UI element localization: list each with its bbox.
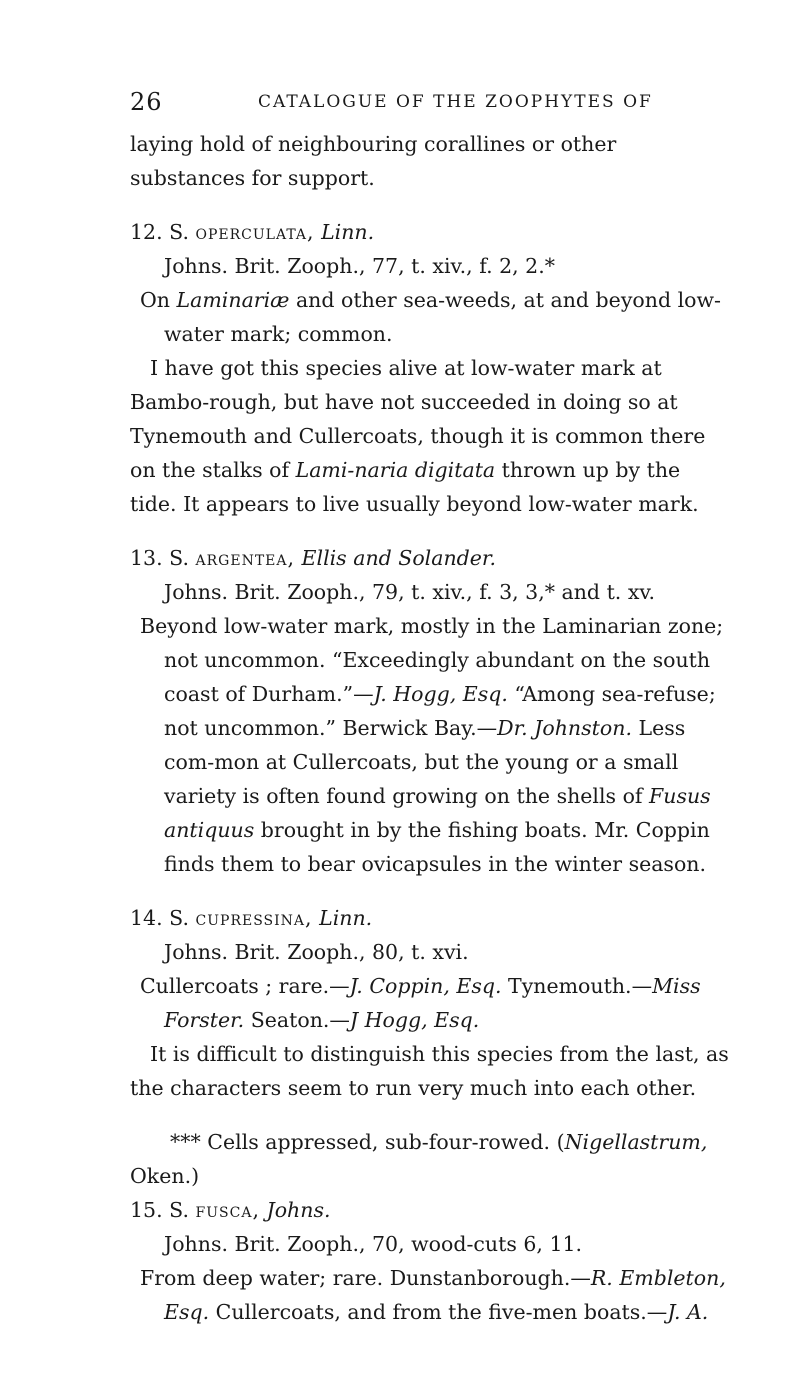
entry-number: 13.: [130, 546, 163, 570]
running-head: CATALOGUE OF THE ZOOPHYTES OF: [258, 92, 653, 112]
locality-italic: J. Coppin, Esq.: [349, 974, 502, 998]
body-text: [130, 127, 730, 1329]
authority: Ellis and Solander.: [301, 546, 496, 570]
locality-text: brought in by the fishing boats. Mr. Coppin finds them to bear ovicapsules in the winter season.: [164, 818, 710, 876]
section-genus: Nigellastrum,: [564, 1130, 708, 1154]
entry-title: [130, 215, 730, 249]
section-heading: [130, 1125, 730, 1193]
page-number: 26: [130, 88, 163, 116]
locality-italic: J. A.: [667, 1300, 709, 1324]
continuation-paragraph: laying hold of neighbouring corallines or other substances for support.: [130, 132, 617, 190]
species-entry-14: [130, 901, 730, 1105]
authority: Johns.: [266, 1198, 331, 1222]
species-entry-13: [130, 541, 730, 881]
authority: Linn.: [319, 906, 373, 930]
entry-number: 12.: [130, 220, 163, 244]
locality-text: Less com-mon at Cullercoats, but the young or a small variety is often found growing on the shells of: [164, 716, 686, 808]
page-header: [130, 88, 740, 118]
genus-abbrev: S.: [169, 1198, 189, 1222]
bibliographic-reference: Johns. Brit. Zooph., 80, t. xvi.: [164, 940, 469, 964]
bibliographic-reference: Johns. Brit. Zooph., 70, wood-cuts 6, 11.: [164, 1232, 583, 1256]
locality-text: Beyond low-water mark, mostly in the Laminarian zone; not uncommon. “Exceedingly abundant on the south coast of Durham.”—: [140, 614, 724, 706]
locality-text: Seaton.—: [244, 1008, 350, 1032]
locality-text: and other sea-weeds, at and beyond low-water mark; common.: [164, 288, 721, 346]
locality-text: From deep water; rare. Dunstanborough.—: [140, 1266, 591, 1290]
locality-italic: R. Embleton, Esq.: [164, 1266, 726, 1324]
locality-italic: J. Hogg, Esq.: [373, 682, 508, 706]
entry-title: [130, 1193, 730, 1227]
genus-abbrev: S.: [169, 546, 189, 570]
genus-abbrev: S.: [169, 220, 189, 244]
observation-text: I have got this species alive at low-water mark at Bambo-rough, but have not succeeded in doing so at Tynemouth and Cullercoats, though it is common there on the stalks of: [130, 356, 706, 482]
species-name: fusca,: [195, 1198, 260, 1222]
locality-italic: Miss Forster.: [164, 974, 701, 1032]
bibliographic-reference: Johns. Brit. Zooph., 77, t. xiv., f. 2, 2.*: [164, 254, 555, 278]
locality-text: Cullercoats ; rare.—: [140, 974, 350, 998]
section-text: Cells appressed, sub-four-rowed. (: [200, 1130, 565, 1154]
locality-paragraph: [130, 609, 730, 881]
locality-paragraph: [130, 1261, 730, 1329]
entry-title: [130, 541, 730, 575]
locality-italic: Dr. Johnston.: [497, 716, 632, 740]
authority: Linn.: [321, 220, 375, 244]
section-text: Oken.): [130, 1164, 200, 1188]
locality-italic: Fusus antiquus: [164, 784, 711, 842]
locality-text: On: [140, 288, 177, 312]
locality-italic: J Hogg, Esq.: [349, 1008, 480, 1032]
observation-text: thrown up by the tide. It appears to live usually beyond low-water mark.: [130, 458, 699, 516]
bibliographic-reference: Johns. Brit. Zooph., 79, t. xiv., f. 3, 3,* and t. xv.: [164, 580, 656, 604]
species-entry-12: [130, 215, 730, 521]
entry-number: 14.: [130, 906, 163, 930]
observation-paragraph: It is difficult to distinguish this species from the last, as the characters seem to run very much into each other.: [130, 1042, 729, 1100]
locality-italic: Laminariæ: [176, 288, 290, 312]
species-name: argentea,: [195, 546, 296, 570]
locality-paragraph: [130, 969, 730, 1037]
observation-paragraph: [130, 351, 730, 521]
locality-text: Tynemouth.—: [501, 974, 653, 998]
genus-abbrev: S.: [169, 906, 189, 930]
species-entry-15: [130, 1193, 730, 1329]
locality-text: “Among sea-refuse; not uncommon.” Berwick Bay.—: [164, 682, 716, 740]
species-name: cupressina,: [195, 906, 313, 930]
observation-italic: Lami-naria digitata: [295, 458, 496, 482]
entry-number: 15.: [130, 1198, 163, 1222]
species-name: operculata,: [195, 220, 315, 244]
section-marker: ***: [170, 1130, 201, 1154]
entry-title: [130, 901, 730, 935]
locality-paragraph: [130, 283, 730, 351]
locality-text: Cullercoats, and from the five-men boats.—: [209, 1300, 668, 1324]
